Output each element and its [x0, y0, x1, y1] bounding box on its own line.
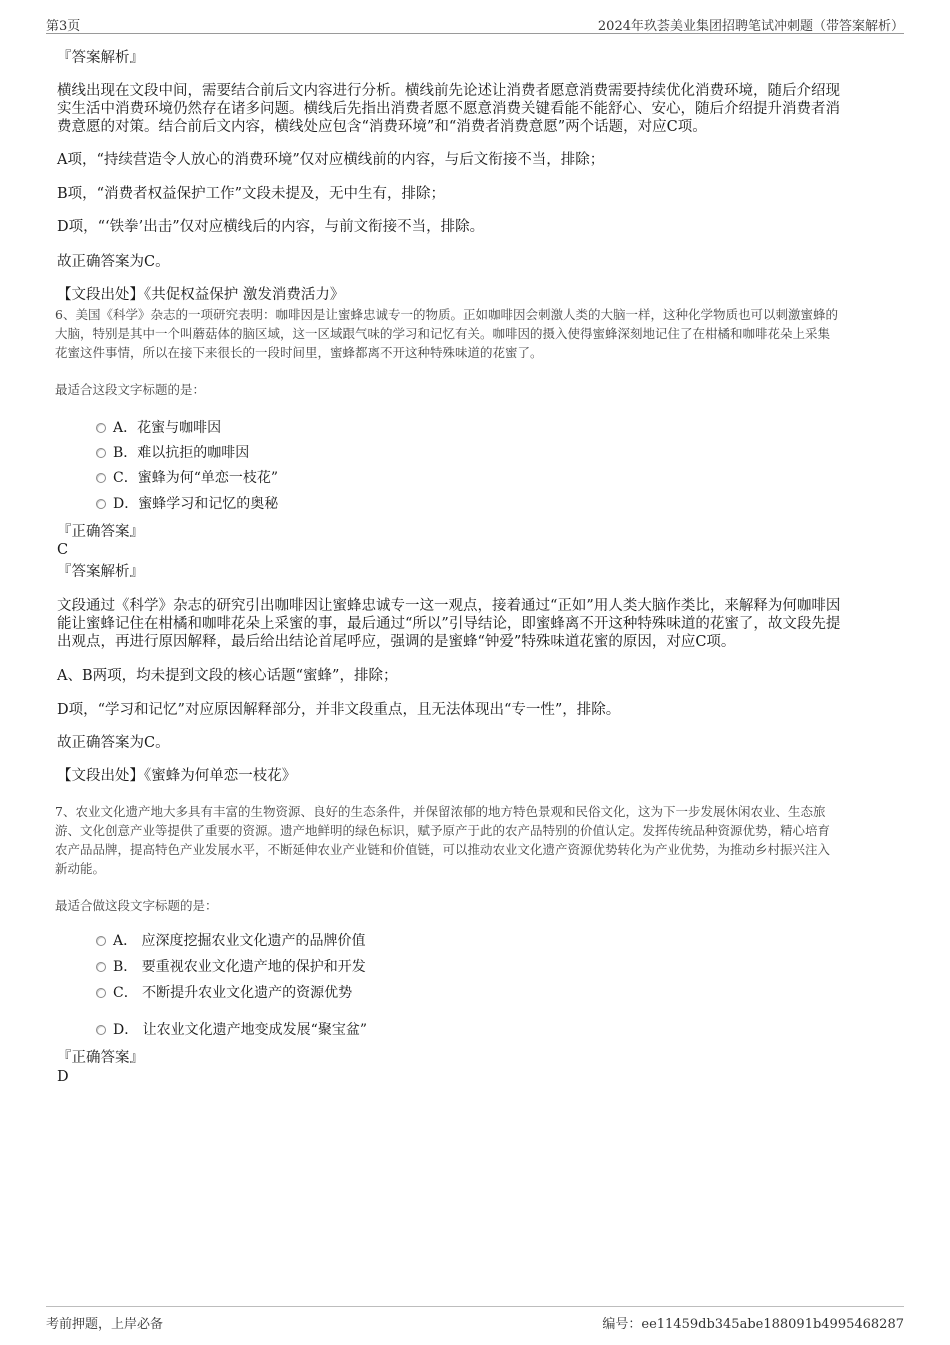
- option-label: A．花蜜与咖啡因: [113, 420, 222, 436]
- q5-analysis-text: [57, 82, 840, 136]
- q7-stem-line: 农产品品牌，提高特色产业发展水平，不断延伸农业产业链和价值链，可以推动农业文化遗产资源优势转化为产业优势，为推动乡村振兴注入: [55, 842, 831, 857]
- q6-note-ab: A、B两项，均未提到文段的核心话题“蜜蜂”，排除；: [57, 668, 398, 684]
- radio-button-icon[interactable]: [96, 962, 106, 972]
- document-id: 编号：ee11459db345abe188091b4995468287: [602, 1317, 904, 1332]
- q6-answer: C: [57, 542, 69, 558]
- q7-stem: [55, 802, 830, 878]
- q6-conclusion: 故正确答案为C。: [57, 735, 170, 751]
- q5-analysis-line: 横线出现在文段中间，需要结合前后文内容进行分析。横线前先论述让消费者愿意消费需要持续优化消费环境，随后介绍现: [57, 83, 840, 99]
- page-header: [46, 13, 904, 34]
- q5-analysis-line: 费意愿的对策。结合前后文内容，横线处应包含“消费环境”和“消费者消费意愿”两个话题，对应C项。: [57, 119, 707, 135]
- option-label: D．蜜蜂学习和记忆的奥秘: [113, 496, 279, 512]
- document-title: 2024年玖荟美业集团招聘笔试冲刺题（带答案解析）: [597, 19, 904, 34]
- q7-answer: D: [57, 1069, 69, 1085]
- q7-prompt: 最适合做这段文字标题的是：: [55, 898, 218, 913]
- radio-button-icon[interactable]: [96, 448, 106, 458]
- q6-option-a[interactable]: [96, 419, 221, 437]
- option-label: D． 让农业文化遗产地变成发展“聚宝盆”: [113, 1022, 367, 1038]
- q6-analysis-text: [57, 597, 840, 651]
- q5-analysis-line: 实生活中消费环境仍然存在诸多问题。横线后先指出消费者愿不愿意消费关键看能不能舒心、安心，随后介绍提升消费者消: [57, 101, 840, 117]
- option-label: B． 要重视农业文化遗产地的保护和开发: [113, 959, 366, 975]
- q5-conclusion: 故正确答案为C。: [57, 254, 170, 270]
- q6-option-c[interactable]: [96, 469, 278, 487]
- option-label: C．蜜蜂为何“单恋一枝花”: [113, 470, 279, 486]
- q7-stem-line: 游、文化创意产业等提供了重要的资源。遗产地鲜明的绿色标识，赋予原产于此的农产品特别的价值认定。发挥传统品种资源优势，精心培育: [55, 823, 831, 838]
- option-label: A． 应深度挖掘农业文化遗产的品牌价值: [113, 933, 366, 949]
- q5-note-d: D项，“‘铁拳’出击”仅对应横线后的内容，与前文衔接不当，排除。: [57, 219, 485, 235]
- q6-stem-line: 6、美国《科学》杂志的一项研究表明：咖啡因是让蜜蜂忠诚专一的物质。正如咖啡因会刺激人类的大脑一样，这种化学物质也可以刺激蜜蜂的: [55, 307, 838, 322]
- option-label: B．难以抗拒的咖啡因: [113, 445, 250, 461]
- q6-option-b[interactable]: [96, 444, 249, 462]
- q6-stem: [55, 305, 838, 362]
- radio-button-icon[interactable]: [96, 423, 106, 433]
- q6-analysis-line: 能让蜜蜂记住在柑橘和咖啡花朵上采蜜的事，最后通过“所以”引导结论，即蜜蜂离不开这种特殊味道的花蜜了，故文段先提: [57, 616, 841, 632]
- radio-button-icon[interactable]: [96, 988, 106, 998]
- option-label: C． 不断提升农业文化遗产的资源优势: [113, 985, 353, 1001]
- q6-option-d[interactable]: [96, 495, 278, 513]
- q7-stem-line: 7、农业文化遗产地大多具有丰富的生物资源、良好的生态条件，并保留浓郁的地方特色景观和民俗文化，这为下一步发展休闲农业、生态旅: [55, 804, 826, 819]
- q6-analysis-title: 『答案解析』: [57, 564, 144, 580]
- page-number: 第3页: [46, 19, 81, 34]
- footer-slogan: 考前押题，上岸必备: [46, 1317, 164, 1332]
- q7-option-c[interactable]: [96, 984, 352, 1002]
- q6-stem-line: 大脑，特别是其中一个叫蘑菇体的脑区域，这一区域跟气味的学习和记忆有关。咖啡因的摄入使得蜜蜂深刻地记住了在柑橘和咖啡花朵上采集: [55, 326, 831, 341]
- radio-button-icon[interactable]: [96, 473, 106, 483]
- q6-prompt: 最适合这段文字标题的是：: [55, 382, 206, 397]
- q5-note-a: A项，“持续营造令人放心的消费环境”仅对应横线前的内容，与后文衔接不当，排除；: [57, 152, 605, 168]
- q7-option-b[interactable]: [96, 958, 366, 976]
- q5-source: 【文段出处】《共促权益保护 激发消费活力》: [57, 287, 345, 303]
- q6-analysis-line: 文段通过《科学》杂志的研究引出咖啡因让蜜蜂忠诚专一这一观点，接着通过“正如”用人类大脑作类比，来解释为何咖啡因: [57, 598, 841, 614]
- q7-answer-title: 『正确答案』: [57, 1050, 144, 1066]
- q6-answer-title: 『正确答案』: [57, 524, 144, 540]
- q6-note-d: D项，“学习和记忆”对应原因解释部分，并非文段重点，且无法体现出“专一性”，排除。: [57, 702, 621, 718]
- q6-stem-line: 花蜜这件事情，所以在接下来很长的一段时间里，蜜蜂都离不开这种特殊味道的花蜜了。: [55, 345, 543, 360]
- q5-analysis-title: 『答案解析』: [57, 50, 144, 66]
- q6-analysis-line: 出观点，再进行原因解释，最后给出结论首尾呼应，强调的是蜜蜂“钟爱”特殊味道花蜜的原因，对应C项。: [57, 634, 736, 650]
- radio-button-icon[interactable]: [96, 499, 106, 509]
- radio-button-icon[interactable]: [96, 936, 106, 946]
- q7-option-d[interactable]: [96, 1021, 367, 1039]
- page-footer: [46, 1306, 904, 1332]
- q5-note-b: B项，“消费者权益保护工作”文段未提及，无中生有，排除；: [57, 186, 445, 202]
- radio-button-icon[interactable]: [96, 1025, 106, 1035]
- q6-source: 【文段出处】《蜜蜂为何单恋一枝花》: [57, 768, 297, 784]
- q7-stem-line: 新动能。: [55, 861, 106, 876]
- q7-option-a[interactable]: [96, 932, 366, 950]
